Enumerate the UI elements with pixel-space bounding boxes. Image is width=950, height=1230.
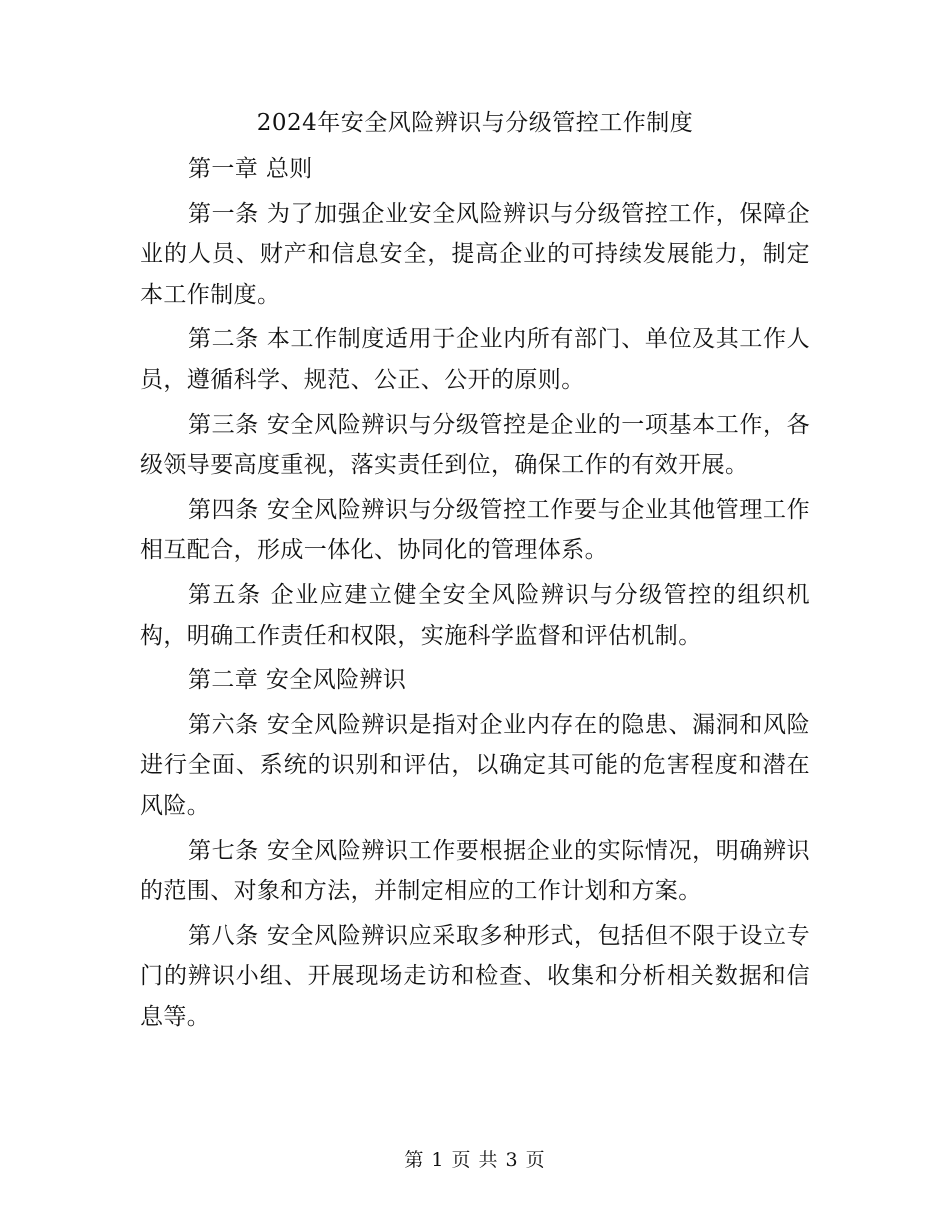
document-body xyxy=(140,149,810,1041)
article-paragraph: 第八条 安全风险辨识应采取多种形式，包括但不限于设立专门的辨识小组、开展现场走访和检查、收集和分析相关数据和信息等。 xyxy=(140,922,810,1030)
article-paragraph: 第四条 安全风险辨识与分级管控工作要与企业其他管理工作相互配合，形成一体化、协同化的管理体系。 xyxy=(140,496,810,564)
article-paragraph: 第六条 安全风险辨识是指对企业内存在的隐患、漏洞和风险进行全面、系统的识别和评估，以确定其可能的危害程度和潜在风险。 xyxy=(140,711,810,819)
article-paragraph: 第二条 本工作制度适用于企业内所有部门、单位及其工作人员，遵循科学、规范、公正、公开的原则。 xyxy=(140,326,810,393)
page-number: 第 1 页 共 3 页 xyxy=(404,1149,546,1171)
article-paragraph: 第一条 为了加强企业安全风险辨识与分级管控工作，保障企业的人员、财产和信息安全，提高企业的可持续发展能力，制定本工作制度。 xyxy=(140,200,810,308)
article-paragraph: 第七条 安全风险辨识工作要根据企业的实际情况，明确辨识的范围、对象和方法，并制定相应的工作计划和方案。 xyxy=(140,837,810,905)
document-title: 2024年安全风险辨识与分级管控工作制度 xyxy=(256,110,694,136)
chapter-heading: 第二章 安全风险辨识 xyxy=(188,667,407,694)
chapter-heading: 第一章 总则 xyxy=(188,156,313,182)
article-paragraph: 第三条 安全风险辨识与分级管控是企业的一项基本工作，各级领导要高度重视，落实责任到位，确保工作的有效开展。 xyxy=(140,411,810,479)
article-paragraph: 第五条 企业应建立健全安全风险辨识与分级管控的组织机构，明确工作责任和权限，实施科学监督和评估机制。 xyxy=(140,581,810,649)
